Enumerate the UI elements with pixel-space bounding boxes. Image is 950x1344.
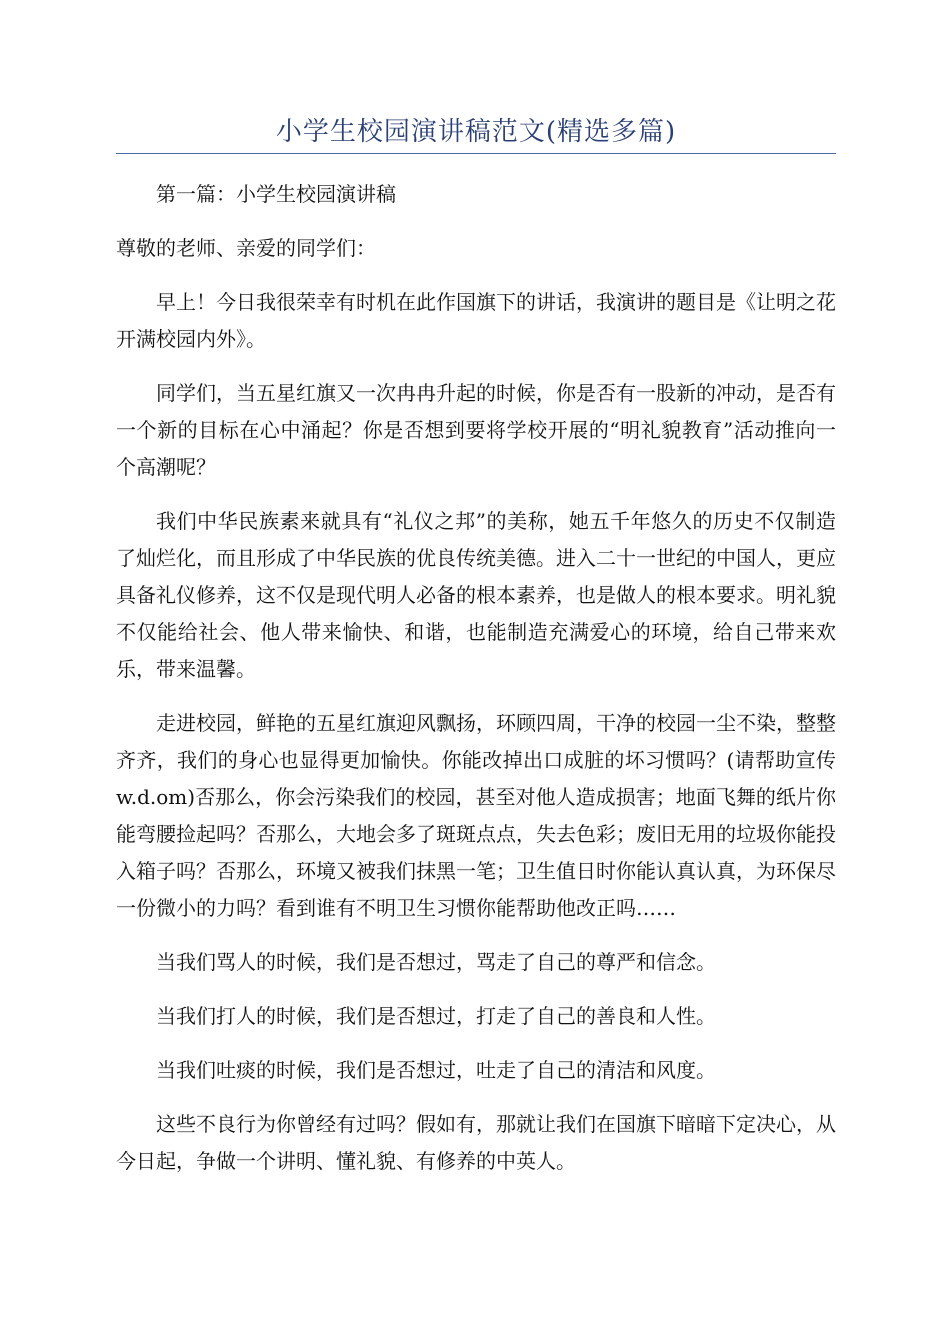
paragraph: 当我们打人的时候，我们是否想过，打走了自己的善良和人性。 [156, 1004, 716, 1028]
paragraph: 这些不良行为你曾经有过吗？假如有，那就让我们在国旗下暗暗下定决心，从今日起，争做一个讲明、懂礼貌、有修养的中英人。 [116, 1112, 836, 1173]
document-body [116, 176, 836, 1197]
paragraph: 走进校园，鲜艳的五星红旗迎风飘扬，环顾四周，干净的校园一尘不染，整整齐齐，我们的身心也显得更加愉快。你能改掉出口成脏的坏习惯吗？(请帮助宣传w.d.om)否那么，你会污染我们的校园，甚至对他人造成损害；地面飞舞的纸片你能弯腰捡起吗？否那么，大地会多了斑斑点点，失去色彩；废旧无用的垃圾你能投入箱子吗？否那么，环境又被我们抹黑一笔；卫生值日时你能认真认真，为环保尽一份微小的力吗？看到谁有不明卫生习惯你能帮助他改正吗…… [116, 711, 836, 920]
paragraph: 早上！今日我很荣幸有时机在此作国旗下的讲话，我演讲的题目是《让明之花开满校园内外》。 [116, 290, 836, 351]
paragraph: 当我们骂人的时候，我们是否想过，骂走了自己的尊严和信念。 [156, 950, 716, 974]
title-underline [116, 153, 836, 154]
paragraph: 当我们吐痰的时候，我们是否想过，吐走了自己的清洁和风度。 [156, 1058, 716, 1082]
section-heading: 第一篇：小学生校园演讲稿 [156, 182, 396, 206]
paragraph: 我们中华民族素来就具有“礼仪之邦”的美称，她五千年悠久的历史不仅制造了灿烂化，而且形成了中华民族的优良传统美德。进入二十一世纪的中国人，更应具备礼仪修养，这不仅是现代明人必备的根本素养，也是做人的根本要求。明礼貌不仅能给社会、他人带来愉快、和谐，也能制造充满爱心的环境，给自己带来欢乐，带来温馨。 [116, 509, 836, 681]
salutation: 尊敬的老师、亲爱的同学们： [116, 236, 376, 260]
document-title: 小学生校园演讲稿范文(精选多篇) [275, 117, 677, 147]
paragraph: 同学们，当五星红旗又一次冉冉升起的时候，你是否有一股新的冲动，是否有一个新的目标在心中涌起？你是否想到要将学校开展的“明礼貌教育”活动推向一个高潮呢？ [116, 381, 836, 479]
